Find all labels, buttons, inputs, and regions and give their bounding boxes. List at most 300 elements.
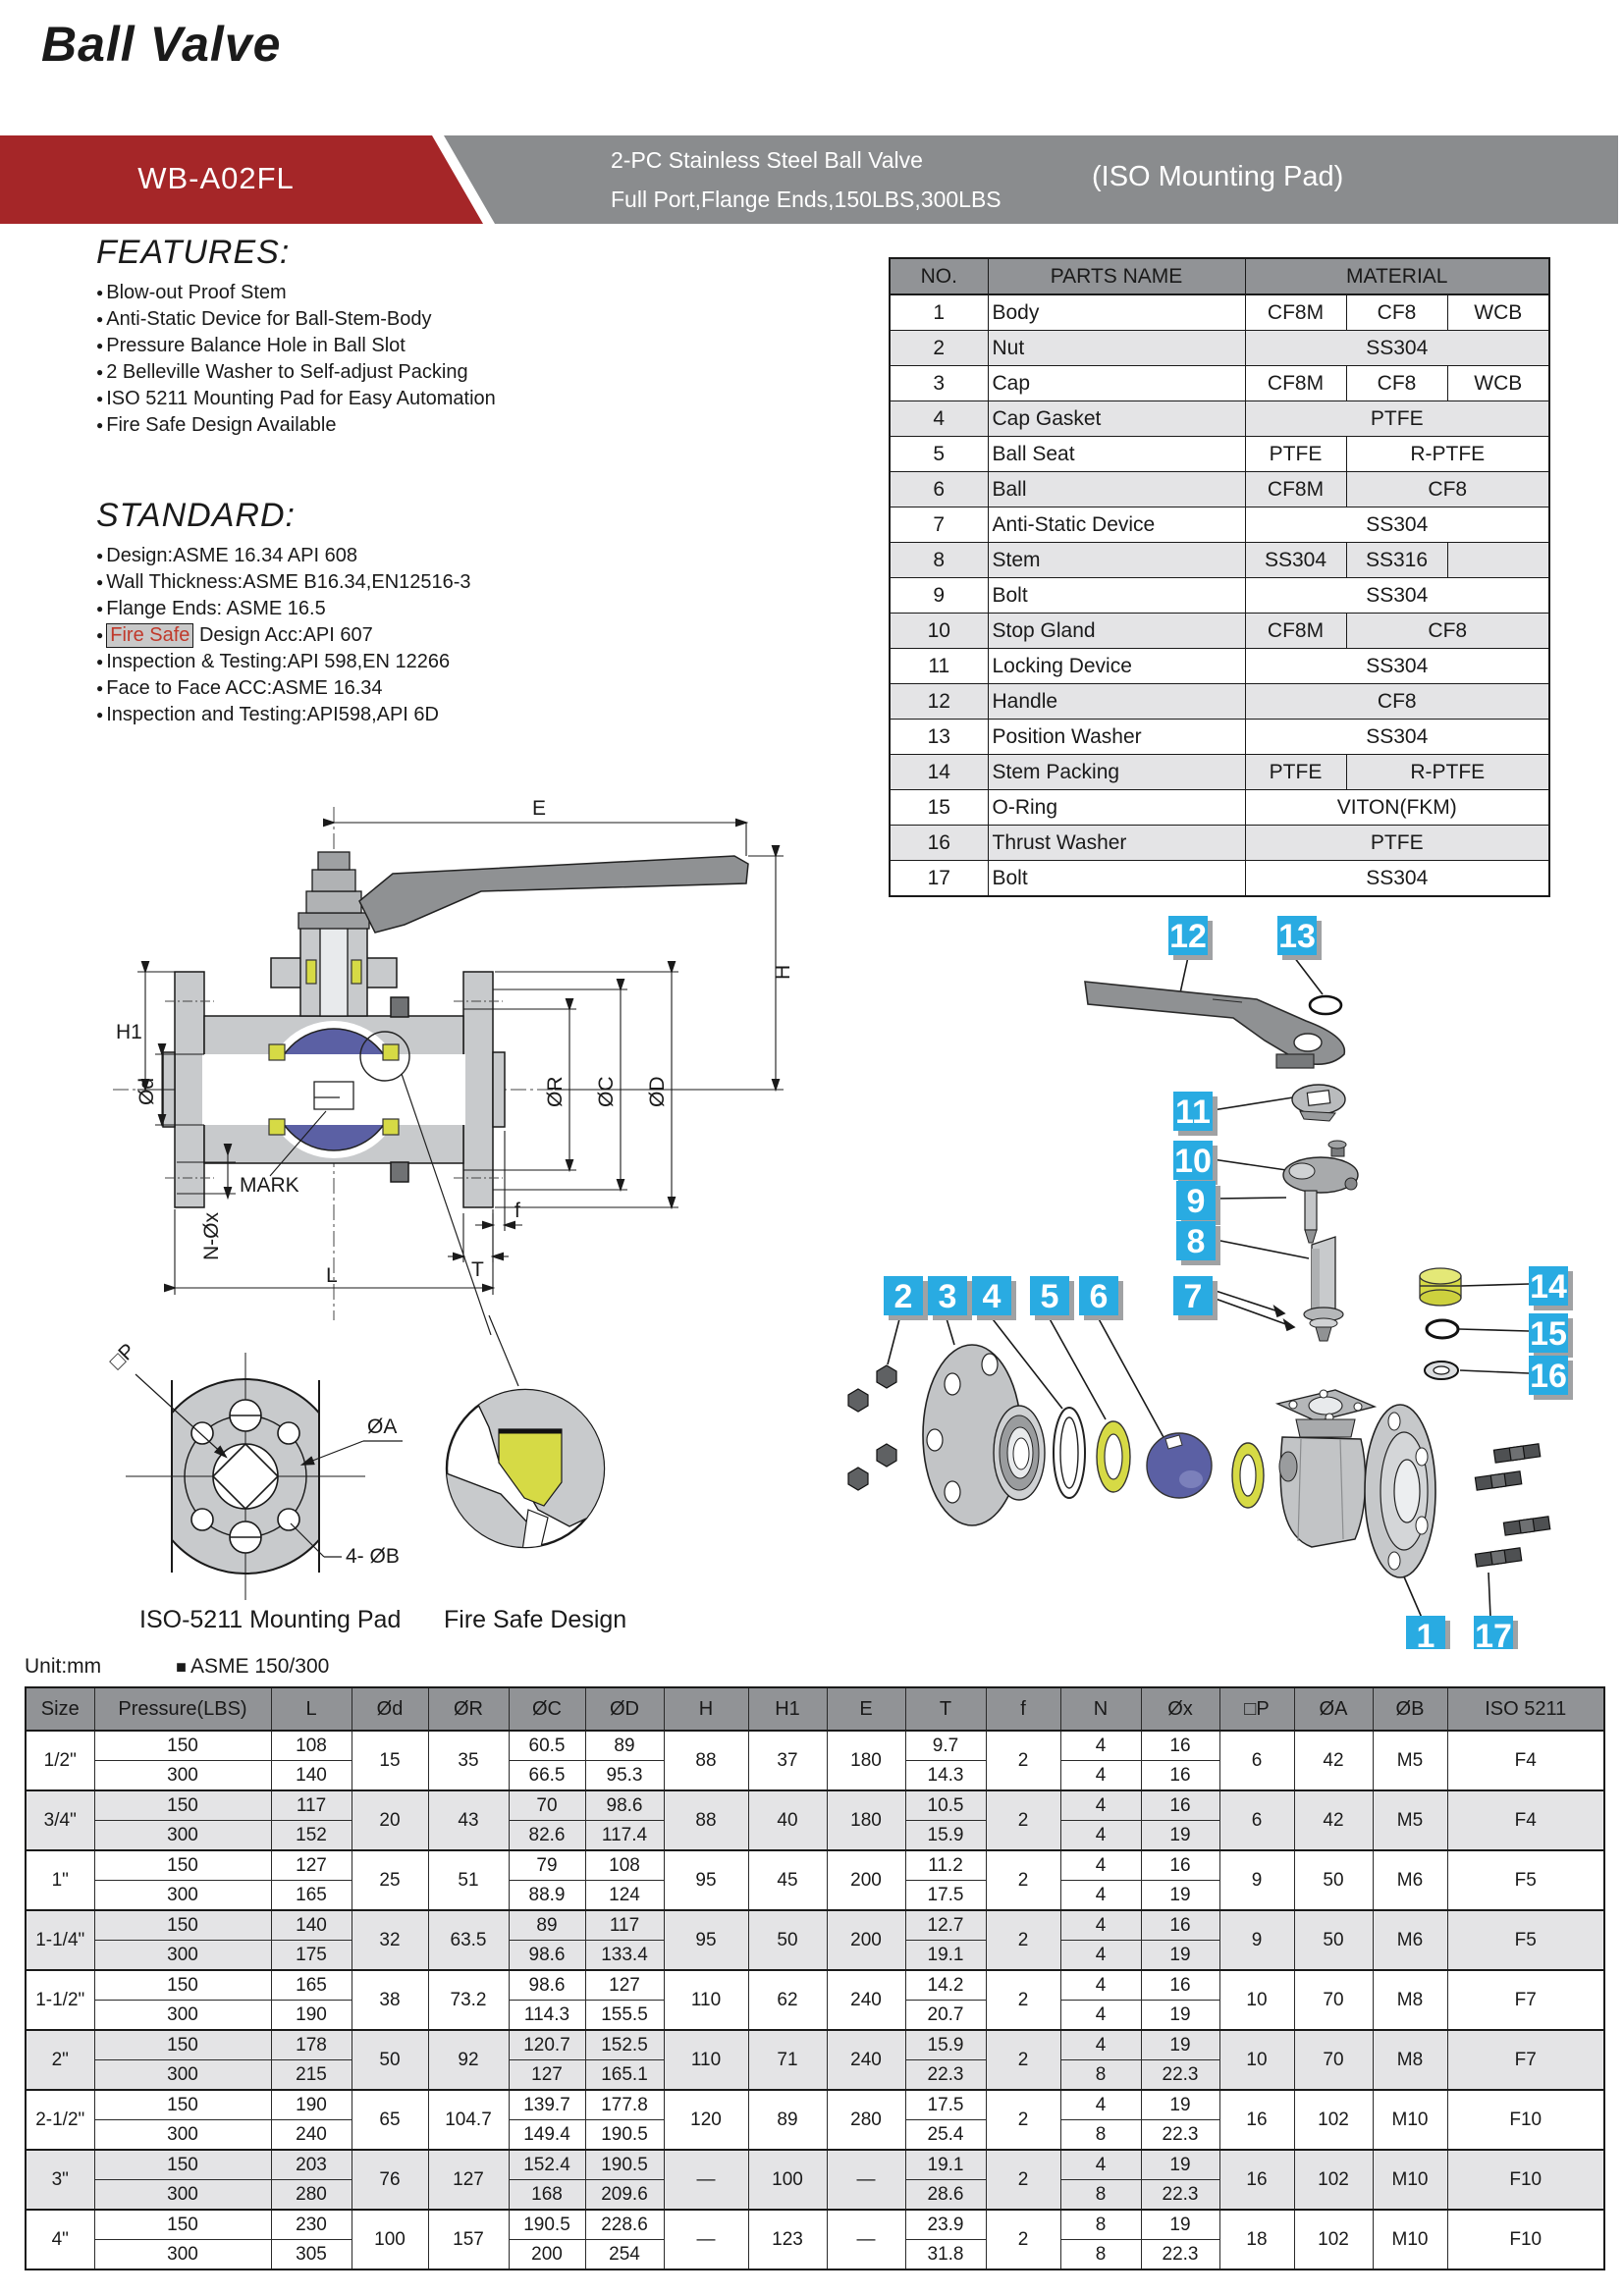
parts-table [889,257,1550,897]
dim-cell: 127 [271,1850,352,1881]
dim-cell: 2 [986,2090,1060,2150]
part-label-8 [1176,1221,1220,1265]
body-part [1277,1390,1435,1577]
standard-item: ● Wall Thickness:ASME B16.34,EN12516-3 [96,569,646,596]
svg-text:1: 1 [1416,1618,1435,1649]
feature-item: ● Pressure Balance Hole in Ball Slot [96,333,607,359]
dim-cell: 150 [94,1850,271,1881]
dim-cell: 16 [1141,1910,1219,1941]
banner-iso-note: (ISO Mounting Pad) [1092,161,1344,192]
dim-cell: 280 [827,2090,905,2150]
part-material: VITON(FKM) [1245,790,1549,826]
banner-description-line1: 2-PC Stainless Steel Ball Valve [611,147,923,173]
dim-header-cell: N [1060,1687,1141,1731]
dim-cell: 28.6 [905,2180,986,2211]
handle-section [359,856,748,933]
dim-cell: M5 [1373,1731,1447,1790]
stem-part [1304,1237,1343,1341]
dim-cell: 2 [986,1731,1060,1790]
dim-cell: — [827,2210,905,2269]
part-name: Anti-Static Device [988,507,1245,543]
dim-f: f [514,1200,520,1222]
dim-cell: 117 [271,1790,352,1821]
dim-cell: 89 [509,1910,585,1941]
dim-od-big: ØD [646,1076,669,1107]
position-washer-part [1310,996,1341,1014]
dim-cell: 240 [271,2120,352,2151]
dim-cell: 2 [986,2210,1060,2269]
dim-header-cell: ØB [1373,1687,1447,1731]
part-name: Thrust Washer [988,826,1245,861]
dim-cell: 95.3 [585,1761,664,1791]
standard-section [96,497,646,728]
parts-table-row [890,401,1549,437]
dim-cell: 2" [26,2030,94,2090]
part-number: 3 [890,366,988,401]
thrust-washer-part [1425,1362,1458,1379]
parts-table-row [890,614,1549,649]
dim-cell: 22.3 [1141,2120,1219,2151]
black-square-icon: ■ [176,1657,188,1677]
dim-cell: 65 [352,2090,428,2150]
dim-header-cell: Pressure(LBS) [94,1687,271,1731]
dim-cell: 16 [1141,1850,1219,1881]
svg-text:4: 4 [982,1278,1001,1315]
standard-heading: STANDARD: [96,497,296,534]
feature-item: ● ISO 5211 Mounting Pad for Easy Automation [96,386,607,412]
dim-cell: 98.6 [509,1941,585,1971]
dim-table-header [26,1687,1604,1731]
dim-cell: 88 [664,1790,748,1850]
dim-cell: 50 [1294,1910,1373,1970]
ball-seat2-part [1232,1443,1264,1508]
parts-header-cell: MATERIAL [1245,258,1549,294]
dim-oc: ØC [595,1076,618,1107]
dim-cell: 76 [352,2150,428,2210]
dim-cell: F10 [1447,2090,1604,2150]
dim-cell: 152 [271,1821,352,1851]
dim-cell: 92 [428,2030,509,2090]
dim-cell: 190.5 [585,2150,664,2180]
features-section [96,234,607,439]
dim-cell: 73.2 [428,1970,509,2030]
part-number: 14 [890,755,988,790]
dim-cell: 19 [1141,1881,1219,1911]
dim-cell: 70 [1294,2030,1373,2090]
dim-cell: 22.3 [1141,2060,1219,2091]
dim-cell: 16 [1141,1790,1219,1821]
dim-cell: 45 [748,1850,827,1910]
dim-cell: 102 [1294,2210,1373,2269]
part-material: CF8 [1346,614,1549,649]
dim-cell: 3" [26,2150,94,2210]
dim-h1: H1 [116,1021,142,1043]
dim-cell: 40 [748,1790,827,1850]
part-material: PTFE [1245,826,1549,861]
dim-cell: 70 [509,1790,585,1821]
dim-cell: 95 [664,1910,748,1970]
dim-cell: 88.9 [509,1881,585,1911]
dim-cell: 50 [1294,1850,1373,1910]
dim-cell: 19 [1141,2090,1219,2120]
part-number: 11 [890,649,988,684]
asme-spec: ASME 150/300 [190,1655,330,1678]
model-banner [0,135,1624,224]
part-label-1 [1406,1616,1450,1649]
dim-cell: 8 [1060,2120,1141,2151]
part-name: Bolt [988,861,1245,897]
svg-text:3: 3 [938,1278,957,1315]
dim-header-cell: ØA [1294,1687,1373,1731]
dim-cell: F10 [1447,2150,1604,2210]
dim-cell: 2-1/2" [26,2090,94,2150]
dim-cell: 228.6 [585,2210,664,2240]
dim-cell: 31.8 [905,2240,986,2270]
dim-cell: 22.3 [1141,2240,1219,2270]
dim-table-row [26,1790,1604,1821]
parts-table-row [890,294,1549,331]
dim-cell: 66.5 [509,1761,585,1791]
dim-cell: 4" [26,2210,94,2269]
part-material: CF8 [1346,294,1447,331]
fire-safe-caption: Fire Safe Design [444,1606,627,1633]
dim-cell: M10 [1373,2150,1447,2210]
dim-cell: 63.5 [428,1910,509,1970]
dim-cell: 19.1 [905,2150,986,2180]
part-label-7 [1173,1276,1218,1320]
iso-dim-p: □P [105,1339,140,1374]
dim-cell: 120.7 [509,2030,585,2060]
dim-cell: 19 [1141,1821,1219,1851]
parts-table-row [890,437,1549,472]
dim-cell: 200 [827,1910,905,1970]
dim-cell: 4 [1060,1821,1141,1851]
dim-cell: 19 [1141,2210,1219,2240]
svg-text:5: 5 [1040,1278,1059,1315]
part-label-15 [1529,1313,1573,1358]
dim-header-cell: f [986,1687,1060,1731]
dim-cell: 110 [664,1970,748,2030]
part-material: CF8 [1346,366,1447,401]
dim-header-cell: ØD [585,1687,664,1731]
part-name: Body [988,294,1245,331]
part-label-6 [1079,1276,1123,1320]
dim-cell: 230 [271,2210,352,2240]
part-material: SS304 [1245,649,1549,684]
dim-cell: 117.4 [585,1821,664,1851]
o-ring-part [1427,1320,1458,1338]
part-label-10 [1173,1141,1218,1185]
dim-cell: 175 [271,1941,352,1971]
dim-cell: 254 [585,2240,664,2270]
dim-cell: 139.7 [509,2090,585,2120]
dim-cell: 150 [94,1970,271,2001]
dim-cell: F4 [1447,1731,1604,1790]
part-material: R-PTFE [1346,437,1549,472]
dim-cell: 42 [1294,1731,1373,1790]
dim-mark: MARK [240,1174,299,1197]
dim-cell: 177.8 [585,2090,664,2120]
feature-item: ● Anti-Static Device for Ball-Stem-Body [96,306,607,333]
parts-table-row [890,826,1549,861]
dim-cell: 150 [94,1731,271,1761]
dim-cell: 203 [271,2150,352,2180]
dim-cell: 98.6 [585,1790,664,1821]
standard-list [96,543,646,728]
fire-safe-highlight: Fire Safe [106,623,193,648]
dim-cell: 165 [271,1970,352,2001]
part-label-13 [1277,916,1322,960]
dim-table-row [26,1731,1604,1761]
dim-cell: 6 [1219,1731,1294,1790]
part-material: CF8M [1245,472,1346,507]
dim-cell: 300 [94,2001,271,2031]
standard-item: ● Inspection & Testing:API 598,EN 12266 [96,649,646,675]
dim-cell: M5 [1373,1790,1447,1850]
dim-header-cell: Øx [1141,1687,1219,1731]
standard-item: ● Inspection and Testing:API598,API 6D [96,702,646,728]
dim-cell: 60.5 [509,1731,585,1761]
dim-cell: F7 [1447,2030,1604,2090]
dim-cell: 152.4 [509,2150,585,2180]
dim-cell: 4 [1060,2001,1141,2031]
dim-cell: 300 [94,2060,271,2091]
standard-item: ● Face to Face ACC:ASME 16.34 [96,675,646,702]
dim-cell: 95 [664,1850,748,1910]
part-material: WCB [1447,294,1549,331]
dim-cell: 9 [1219,1910,1294,1970]
dim-cell: 4 [1060,1731,1141,1761]
dim-cell: M6 [1373,1910,1447,1970]
part-label-14 [1529,1266,1573,1310]
handle-part [1085,982,1344,1068]
dim-nox: N-Øx [200,1212,223,1260]
dim-cell: 70 [1294,1970,1373,2030]
dim-cell: 8 [1060,2180,1141,2211]
dim-cell: 16 [1141,1970,1219,2001]
dim-cell: 127 [428,2150,509,2210]
dim-l: L [326,1264,338,1287]
part-material: CF8 [1346,472,1549,507]
dim-header-cell: ØC [509,1687,585,1731]
standard-item: ● Design:ASME 16.34 API 608 [96,543,646,569]
dim-cell: 42 [1294,1790,1373,1850]
dim-cell: 17.5 [905,2090,986,2120]
dim-table-row [26,1850,1604,1881]
dim-cell: 300 [94,1821,271,1851]
dim-cell: 22.3 [1141,2180,1219,2211]
dim-cell: 123 [748,2210,827,2269]
dim-cell: 300 [94,2120,271,2151]
parts-table-row [890,755,1549,790]
dim-cell: 37 [748,1731,827,1790]
part-name: Position Washer [988,720,1245,755]
dim-header-cell: ISO 5211 [1447,1687,1604,1731]
dim-cell: 209.6 [585,2180,664,2211]
dim-cell: 300 [94,2240,271,2270]
dim-cell: M8 [1373,2030,1447,2090]
part-label-4 [972,1276,1016,1320]
parts-table-row [890,578,1549,614]
dim-cell: 89 [748,2090,827,2150]
svg-text:17: 17 [1475,1618,1512,1649]
dim-cell: 16 [1219,2090,1294,2150]
dim-cell: 11.2 [905,1850,986,1881]
dim-cell: 2 [986,1790,1060,1850]
dim-header-cell: ØR [428,1687,509,1731]
dim-cell: 305 [271,2240,352,2270]
part-label-11 [1173,1092,1218,1136]
dim-cell: 79 [509,1850,585,1881]
part-name: O-Ring [988,790,1245,826]
locking-device-part [1292,1085,1345,1121]
dim-cell: F4 [1447,1790,1604,1850]
standard-item: ● Flange Ends: ASME 16.5 [96,596,646,622]
dim-cell: 38 [352,1970,428,2030]
dim-cell: 4 [1060,1910,1141,1941]
parts-table-row [890,684,1549,720]
part-name: Stem [988,543,1245,578]
svg-text:13: 13 [1278,918,1316,955]
part-label-3 [928,1276,972,1320]
stop-gland-part [1283,1141,1358,1243]
model-code: WB-A02FL [137,161,295,195]
dim-cell: 15.9 [905,1821,986,1851]
dim-h: H [772,964,794,980]
svg-text:6: 6 [1089,1278,1109,1315]
dim-cell: 114.3 [509,2001,585,2031]
nuts-part [848,1365,896,1490]
dim-cell: 16 [1141,1761,1219,1791]
dim-cell: 17.5 [905,1881,986,1911]
dim-e: E [532,797,547,820]
dim-cell: 108 [585,1850,664,1881]
part-label-12 [1168,916,1213,960]
dim-cell: 8 [1060,2060,1141,2091]
parts-header-cell: PARTS NAME [988,258,1245,294]
feature-item: ● 2 Belleville Washer to Self-adjust Packing [96,359,607,386]
dim-cell: 16 [1141,1731,1219,1761]
part-material: SS316 [1346,543,1447,578]
part-material: PTFE [1245,437,1346,472]
dim-cell: 1-1/2" [26,1970,94,2030]
part-number: 6 [890,472,988,507]
dim-cell: 300 [94,1941,271,1971]
dim-cell: 150 [94,2030,271,2060]
dim-cell: 25 [352,1850,428,1910]
dim-cell: — [664,2210,748,2269]
dim-header-cell: H [664,1687,748,1731]
dim-cell: 140 [271,1761,352,1791]
iso-caption: ISO-5211 Mounting Pad [139,1606,402,1633]
dim-cell: 19.1 [905,1941,986,1971]
dim-table-row [26,2030,1604,2060]
part-material: R-PTFE [1346,755,1549,790]
part-number: 12 [890,684,988,720]
exploded-view-drawing [805,874,1624,1649]
dim-table-row [26,2210,1604,2240]
dim-cell: 23.9 [905,2210,986,2240]
dim-cell: 102 [1294,2090,1373,2150]
dim-od: Ød [135,1077,158,1105]
dim-cell: 180 [827,1731,905,1790]
dim-cell: 18 [1219,2210,1294,2269]
dim-cell: 300 [94,2180,271,2211]
part-number: 17 [890,861,988,897]
part-material: PTFE [1245,755,1346,790]
dim-cell: 50 [748,1910,827,1970]
dim-cell: 2 [986,2150,1060,2210]
parts-header-cell: NO. [890,258,988,294]
dim-cell: 140 [271,1910,352,1941]
dim-cell: F10 [1447,2210,1604,2269]
part-label-2 [884,1276,928,1320]
dim-cell: 22.3 [905,2060,986,2091]
dim-cell: 16 [1219,2150,1294,2210]
dim-cell: 14.3 [905,1761,986,1791]
part-name: Cap Gasket [988,401,1245,437]
dim-cell: 150 [94,1910,271,1941]
part-number: 9 [890,578,988,614]
unit-line [25,1655,329,1679]
cap-gasket-part [1054,1408,1085,1498]
part-number: 2 [890,331,988,366]
dim-cell: 89 [585,1731,664,1761]
part-name: Stop Gland [988,614,1245,649]
dim-cell: 108 [271,1731,352,1761]
part-name: Ball Seat [988,437,1245,472]
part-material: CF8 [1245,684,1549,720]
part-name: Handle [988,684,1245,720]
dim-cell: 157 [428,2210,509,2269]
dim-table-row [26,1910,1604,1941]
dim-header-cell: H1 [748,1687,827,1731]
dim-cell: 190.5 [585,2120,664,2151]
dimension-table [25,1686,1605,2270]
dim-header-cell: L [271,1687,352,1731]
parts-table-header [890,258,1549,294]
svg-text:2: 2 [893,1278,913,1315]
dim-cell: 190.5 [509,2210,585,2240]
svg-text:15: 15 [1530,1315,1567,1353]
ball-seat-part [1097,1421,1130,1492]
dim-cell: M10 [1373,2090,1447,2150]
dim-cell: 4 [1060,1850,1141,1881]
dim-cell: 4 [1060,2030,1141,2060]
dim-cell: 240 [827,2030,905,2090]
parts-table-row [890,720,1549,755]
parts-table-row [890,649,1549,684]
dim-cell: 1/2" [26,1731,94,1790]
part-number: 13 [890,720,988,755]
part-number: 10 [890,614,988,649]
part-name: Nut [988,331,1245,366]
part-material: CF8M [1245,366,1346,401]
page-title: Ball Valve [41,17,282,72]
svg-text:10: 10 [1174,1143,1212,1180]
svg-text:14: 14 [1530,1268,1567,1306]
parts-table-row [890,543,1549,578]
dim-cell: 240 [827,1970,905,2030]
dim-table-row [26,2090,1604,2120]
svg-text:12: 12 [1169,918,1207,955]
dim-cell: 120 [664,2090,748,2150]
dim-cell: 100 [748,2150,827,2210]
dim-header-cell: T [905,1687,986,1731]
svg-text:11: 11 [1175,1094,1211,1131]
dim-cell: 19 [1141,2030,1219,2060]
part-material: SS304 [1245,861,1549,897]
